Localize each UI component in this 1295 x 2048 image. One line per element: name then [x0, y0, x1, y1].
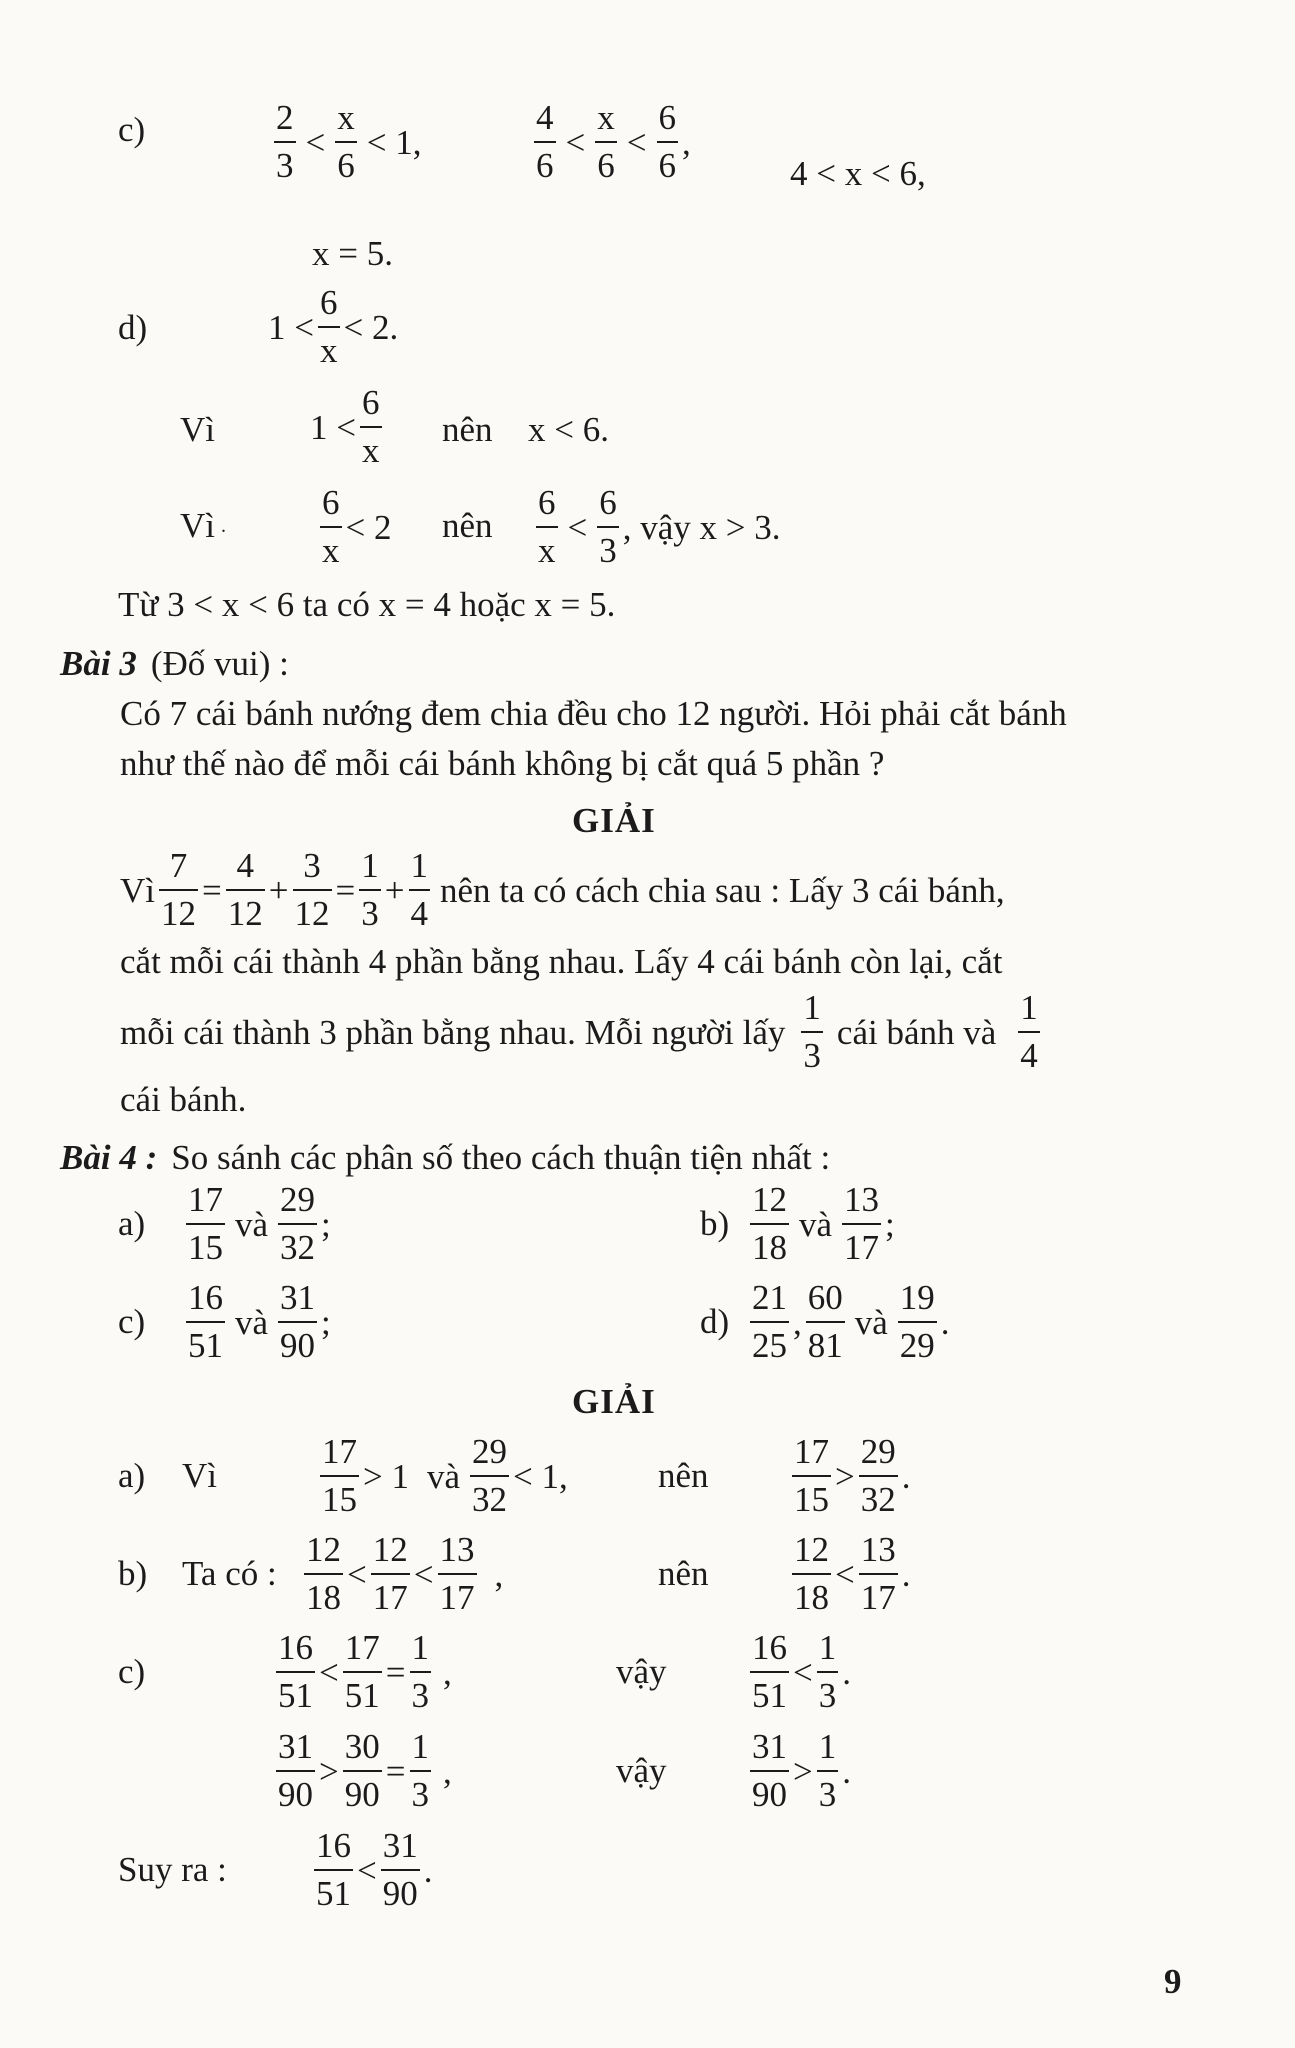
bai4-text: So sánh các phân số theo cách thuận tiện nhất :: [171, 1138, 831, 1177]
p2d-vi1-word: Vì: [180, 410, 215, 449]
p2c-label: c): [118, 110, 146, 149]
suy-ra-label: Suy ra :: [118, 1850, 227, 1889]
bai3-text-2: như thế nào để mỗi cái bánh không bị cắt quá 5 phần ?: [120, 744, 885, 783]
fraction: 16 51: [752, 1628, 787, 1715]
p2c-result: x = 5.: [312, 234, 393, 273]
sol-b-nen: nên: [658, 1554, 709, 1593]
fraction: 1 3: [803, 988, 821, 1075]
page-number: 9: [1164, 1962, 1182, 2001]
sol-c-2: 31 90 > 30 90 = 1 3 ,: [278, 1727, 452, 1814]
fraction: 1 3: [818, 1628, 837, 1715]
p2c-ineq-2: 4 6 < x 6 < 6 6 ,: [536, 98, 691, 185]
sol-b-label: b): [118, 1554, 148, 1593]
fraction: 1 3: [411, 1727, 429, 1814]
fraction: 31 90: [382, 1826, 418, 1913]
bai3-text-1: Có 7 cái bánh nướng đem chia đều cho 12 người. Hỏi phải cắt bánh: [120, 694, 1067, 733]
bai3-solution-4: cái bánh.: [120, 1080, 247, 1119]
fraction: 31 90: [752, 1727, 787, 1814]
p2d-conclusion: Từ 3 < x < 6 ta có x = 4 hoặc x = 5.: [118, 585, 616, 624]
sol-a-vi: Vì: [182, 1456, 217, 1495]
p2d-label: d): [118, 308, 148, 347]
bai4-d: 21 25 , 60 81 và 19 29 .: [752, 1278, 950, 1365]
fraction: 6 x: [322, 483, 340, 570]
fraction: 12 18: [794, 1530, 829, 1617]
suy-ra: 16 51 < 31 90 .: [316, 1826, 433, 1913]
p2d-ineq: 1 < 6 x < 2.: [268, 283, 399, 370]
fraction: 1 4: [1020, 988, 1038, 1075]
sol-c-1-result: 16 51 < 1 3 .: [752, 1628, 851, 1715]
sol-a-label: a): [118, 1456, 146, 1495]
fraction: 13 17: [860, 1530, 896, 1617]
fraction: 17 15: [794, 1432, 829, 1519]
bai4-b-label: b): [700, 1204, 730, 1243]
fraction: 29 32: [860, 1432, 896, 1519]
fraction: x 6: [597, 98, 615, 185]
p2d-vi2-nen: nên: [442, 506, 493, 545]
p2d-vi1: 1 < 6 x: [310, 383, 380, 470]
bai4-heading: [60, 1140, 830, 1175]
fraction: 17 15: [322, 1432, 357, 1519]
p2d-vi1-nen: nên: [442, 410, 493, 449]
bai4-giai-heading: GIẢI: [572, 1382, 656, 1421]
fraction: 1 3: [411, 1628, 429, 1715]
fraction: 31 90: [280, 1278, 316, 1365]
fraction: 7 12: [161, 846, 196, 933]
fraction: 19 29: [899, 1278, 935, 1365]
fraction: 30 90: [344, 1727, 380, 1814]
fraction: 13 17: [844, 1180, 880, 1267]
bai3-solution-2: cắt mỗi cái thành 4 phần bằng nhau. Lấy 4 cái bánh còn lại, cắt: [120, 942, 1003, 981]
sol-c-label: c): [118, 1652, 146, 1691]
fraction: 13 17: [439, 1530, 475, 1617]
fraction: 16 51: [278, 1628, 313, 1715]
fraction: 1 3: [818, 1727, 837, 1814]
bai4-d-label: d): [700, 1302, 730, 1341]
p2c-ineq-3: 4 < x < 6,: [790, 154, 926, 193]
bai4-title: Bài 4 :: [60, 1138, 158, 1177]
fraction: 1 3: [361, 846, 379, 933]
fraction: 29 32: [472, 1432, 508, 1519]
sol-b-result: 12 18 < 13 17 .: [794, 1530, 911, 1617]
p2d-vi2-ineq: 6 x < 6 3 , vậy x > 3.: [538, 483, 781, 570]
bai4-c: 16 51 và 31 90 ;: [188, 1278, 331, 1365]
fraction: 16 51: [316, 1826, 351, 1913]
fraction: 6 6: [658, 98, 676, 185]
fraction: 4 6: [536, 98, 554, 185]
fraction: 31 90: [278, 1727, 313, 1814]
p2d-vi1-result: x < 6.: [528, 410, 609, 449]
p2d-vi2: 6 x < 2: [322, 483, 392, 570]
sol-a-result: 17 15 > 29 32 .: [794, 1432, 911, 1519]
fraction: 6 x: [320, 283, 338, 370]
fraction: 17 15: [188, 1180, 223, 1267]
fraction: 4 12: [227, 846, 263, 933]
fraction: 12 18: [306, 1530, 341, 1617]
bai4-b: 12 18 và 13 17 ;: [752, 1180, 895, 1267]
fraction: 16 51: [188, 1278, 223, 1365]
bai4-a: 17 15 và 29 32 ;: [188, 1180, 331, 1267]
sol-c-2-result: 31 90 > 1 3 .: [752, 1727, 851, 1814]
sol-a: 17 15 > 1 và 29 32 < 1,: [322, 1432, 568, 1519]
fraction: 29 32: [280, 1180, 316, 1267]
p2c-ineq-1: 2 3 < x 6 < 1,: [276, 98, 422, 185]
fraction: 1 4: [410, 846, 428, 933]
bai4-a-label: a): [118, 1204, 146, 1243]
bai3-title: Bài 3: [60, 644, 137, 683]
bai3-subtitle: (Đố vui) :: [150, 644, 289, 683]
sol-a-nen: nên: [658, 1456, 709, 1495]
bai3-solution-eq: Vì 7 12 = 4 12 + 3 12 = 1 3 + 1 4 nên ta có cách chia sau : Lấy 3 cái bánh,: [120, 846, 1005, 933]
sol-c-1-vay: vậy: [616, 1652, 667, 1691]
fraction: 6 x: [362, 383, 380, 470]
sol-c-2-vay: vậy: [616, 1751, 667, 1790]
fraction: 3 12: [294, 846, 330, 933]
bai3-heading: [60, 646, 289, 681]
bai3-giai-heading: GIẢI: [572, 801, 656, 840]
bai4-c-label: c): [118, 1302, 146, 1341]
bai3-solution-3: mỗi cái thành 3 phần bằng nhau. Mỗi người lấy 1 3 cái bánh và 1 4: [120, 988, 1038, 1075]
sol-b-taco: Ta có :: [182, 1554, 277, 1593]
sol-c-1: 16 51 < 17 51 = 1 3 ,: [278, 1628, 452, 1715]
fraction: 21 25: [752, 1278, 787, 1365]
fraction: 17 51: [344, 1628, 380, 1715]
fraction: 60 81: [807, 1278, 843, 1365]
fraction: 6 3: [599, 483, 617, 570]
fraction: x 6: [337, 98, 355, 185]
fraction: 6 x: [538, 483, 556, 570]
fraction: 12 18: [752, 1180, 787, 1267]
fraction: 2 3: [276, 98, 294, 185]
fraction: 12 17: [372, 1530, 408, 1617]
p2d-vi2-word: Vì .: [180, 506, 226, 545]
sol-b: 12 18 < 12 17 < 13 17 ,: [306, 1530, 504, 1617]
